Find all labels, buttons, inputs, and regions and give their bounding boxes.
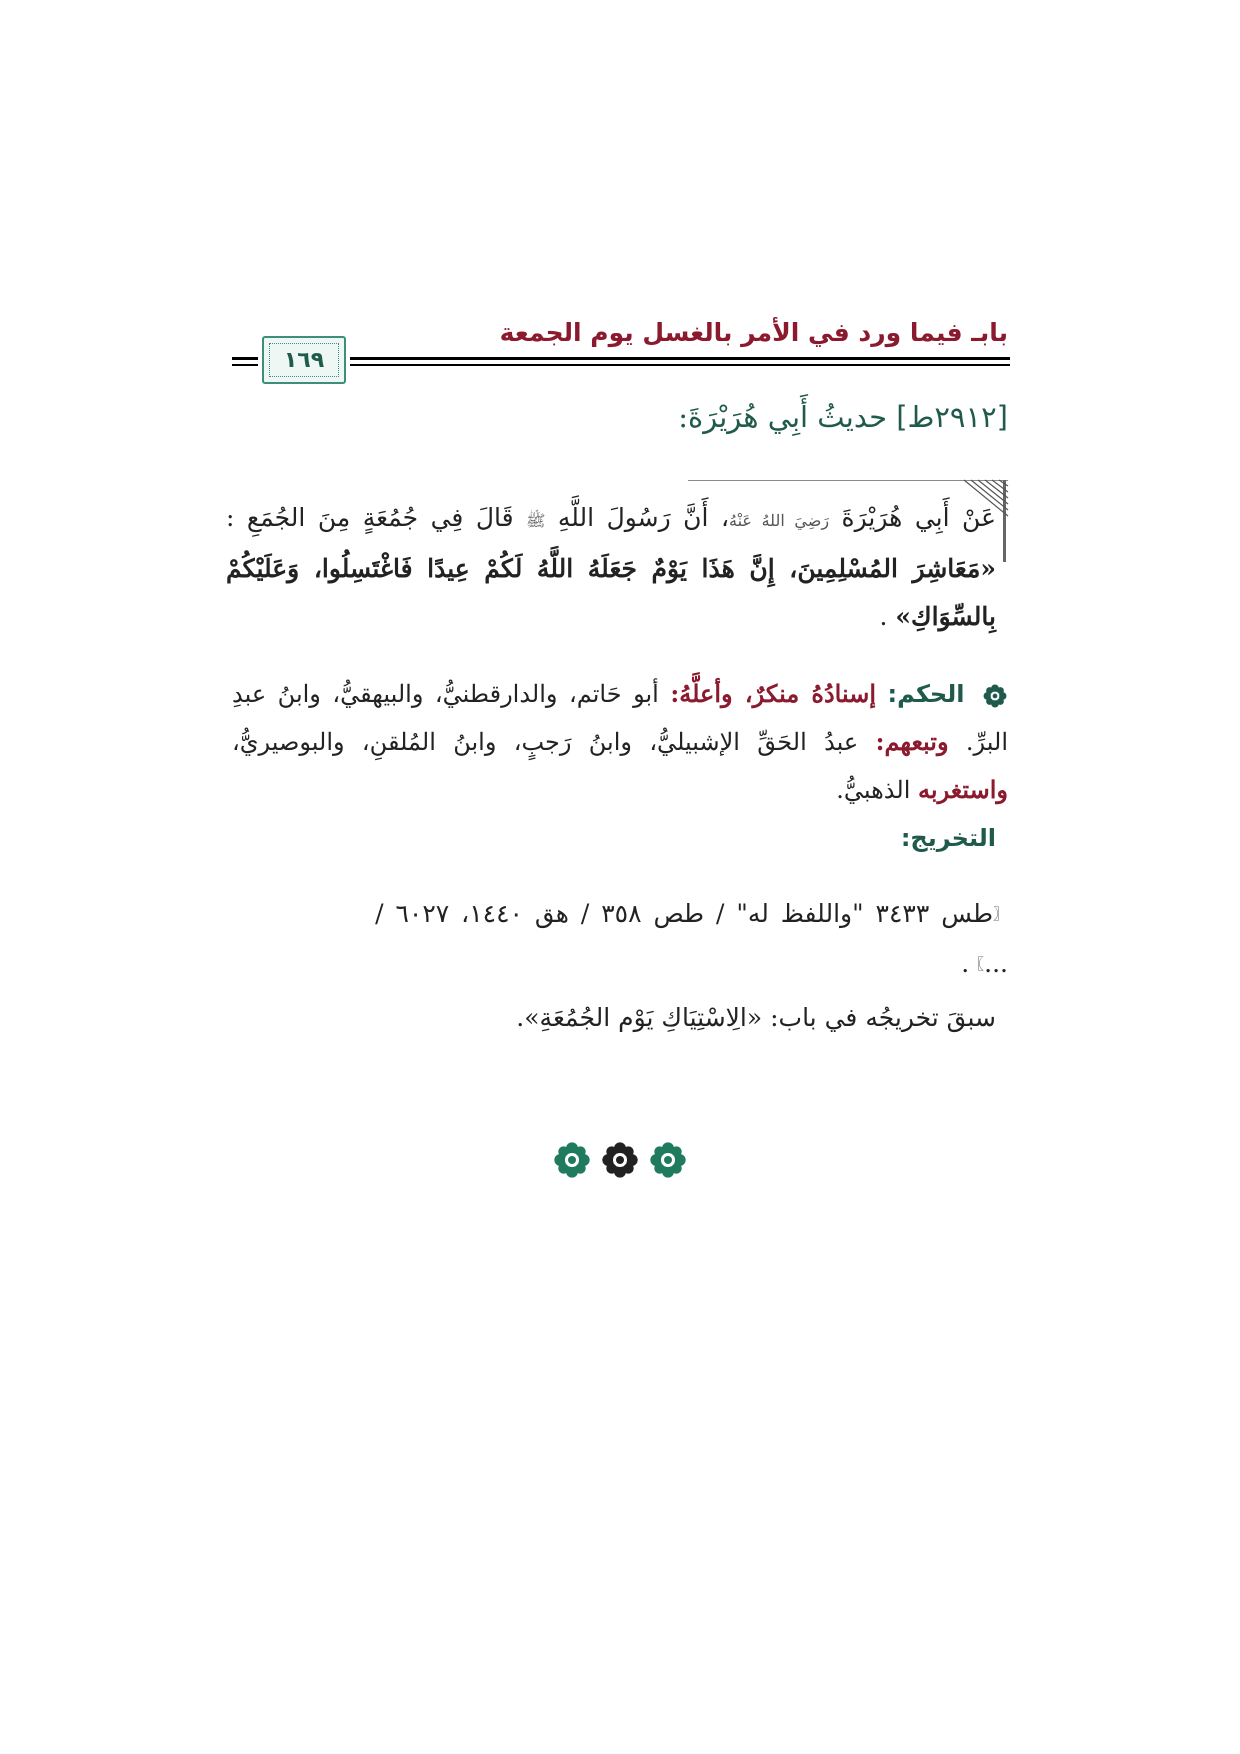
hadith-text — [226, 494, 996, 641]
flower-ornament-icon — [648, 1140, 688, 1180]
header-rule-thin — [350, 364, 1010, 366]
frame-top-rule — [688, 480, 1008, 481]
strange-label: واستغربه — [918, 775, 1008, 804]
hadith-title: حديثُ أَبِي هُرَيْرَةَ: — [678, 400, 887, 434]
bracket-open: 〖 — [992, 905, 1008, 923]
ruling-label: الحكم: — [887, 680, 965, 708]
ruling-paragraph — [232, 670, 1008, 814]
page-number: ١٦٩ — [283, 347, 325, 373]
header-rule — [350, 357, 1010, 360]
honorific-salla: ﷺ — [526, 511, 546, 530]
ruling-text-1: أبو حَاتم، والدارقطنيُّ، والبيهقيُّ، وابنُ عبدِ البرِّ. — [232, 680, 1008, 756]
bracket-close: 〗 — [969, 955, 985, 973]
takhrij-dots: ... — [984, 949, 1008, 978]
ruling-text-3: الذهبيُّ. — [836, 776, 911, 804]
ruling-text-2: عبدُ الحَقِّ الإشبيليُّ، وابنُ رَجبٍ، وابنُ المُلقنِ، والبوصيريُّ، — [232, 728, 859, 756]
followed-label: وتبعهم: — [875, 727, 949, 756]
takhrij-title: التخريج: — [900, 824, 996, 852]
honorific-radiallahu: رَضِيَ اللهُ عَنْهُ — [729, 511, 830, 530]
hadith-number: [٢٩١٢ط] — [896, 400, 1008, 434]
hadith-end: . — [879, 602, 888, 631]
takhrij-sources: طس ٣٤٣٣ "واللفظ له" / طص ٣٥٨ / هق ١٤٤٠، ٦٠٢٧ / — [375, 899, 993, 928]
takhrij-note: سبقَ تخريجُه في باب: «الِاسْتِيَاكِ يَوْم الجُمُعَةِ». — [516, 1003, 996, 1032]
header-rule-left — [232, 357, 258, 360]
header-rule-left-thin — [232, 364, 258, 366]
hadith-intro-2: ، أَنَّ رَسُولَ اللَّهِ — [557, 503, 730, 532]
ruling-value: إسنادُهُ منكرٌ، وأعلَّهُ: — [670, 679, 877, 708]
chapter-title: بابـ فيما ورد في الأمر بالغسل يوم الجمعة — [499, 318, 1008, 347]
section-end-ornaments — [0, 1140, 1240, 1180]
takhrij-line-2 — [961, 940, 1008, 988]
flower-ornament-icon — [982, 683, 1008, 709]
takhrij-line-end: . — [961, 949, 970, 978]
hadith-heading — [678, 400, 1008, 434]
flower-ornament-icon — [552, 1140, 592, 1180]
hadith-intro: عَنْ أَبِي هُرَيْرَةَ — [841, 503, 996, 532]
flower-ornament-icon — [600, 1140, 640, 1180]
takhrij-line-1 — [232, 890, 1008, 938]
hadith-quote: «مَعَاشِرَ المُسْلِمِينَ، إِنَّ هَذَا يَوْمٌ جَعَلَهُ اللَّهُ لَكُمْ عِيدًا فَاغْتَسِلُوا، وَعَلَيْكُمْ بِالسِّوَاكِ» — [226, 554, 996, 631]
page-number-badge — [262, 336, 346, 384]
hadith-intro-3: قَالَ فِي جُمُعَةٍ مِنَ الجُمَعِ : — [226, 503, 514, 532]
